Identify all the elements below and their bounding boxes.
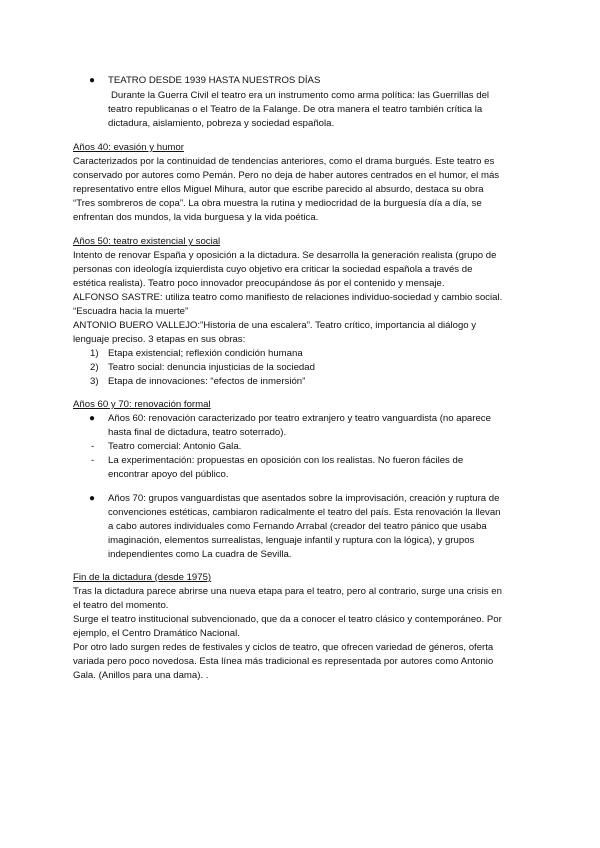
paragraph-line: representativo entre ellos Miguel Mihura, autor que escribe parecido al absurdo, destaca su obra: [73, 184, 484, 195]
list-item: encontrar apoyo del público.: [108, 469, 229, 480]
paragraph-line: conservado por autores como Pemán. Pero no deja de haber autores centrados en el humor, el más: [73, 170, 500, 181]
section-heading-50s: Años 50: teatro existencial y social: [73, 236, 221, 247]
list-item: Años 60: renovación caracterizado por teatro extranjero y teatro vanguardista (no aparece: [108, 413, 491, 424]
dash-marker: -: [91, 455, 95, 466]
paragraph-line: personas con ideología izquierdista cuyo objetivo era criticar la sociedad española a través de: [73, 264, 473, 275]
bullet-icon: ●: [89, 493, 96, 504]
paragraph-line: “Escuadra hacia la muerte”: [73, 306, 189, 317]
paragraph-line: Surge el teatro institucional subvencionado, que da a conocer el teatro clásico y contemporáneo. Por: [73, 614, 502, 625]
list-item: a cabo autores individuales como Fernando Arrabal (creador del teatro pánico que usaba: [108, 521, 487, 532]
paragraph-line: el teatro del momento.: [73, 600, 169, 611]
paragraph-line: ALFONSO SASTRE: utiliza teatro como manifiesto de relaciones individuo-sociedad y cambio social.: [73, 292, 503, 303]
bullet-icon: ●: [89, 75, 96, 86]
list-item: Etapa de innovaciones: “efectos de inmersión”: [108, 376, 306, 387]
paragraph-line: Intento de renovar España y oposición a la dictadura. Se desarrolla la generación realista (grupo de: [73, 250, 497, 261]
paragraph-line: estética realista). Teatro poco innovador preocupándose ás por el contenido y mensaje.: [73, 278, 445, 289]
document-title: TEATRO DESDE 1939 HASTA NUESTROS DÍAS: [108, 75, 321, 86]
list-item: Teatro social: denuncia injusticias de la sociedad: [108, 362, 315, 373]
paragraph-line: lenguaje preciso. 3 etapas en sus obras:: [73, 334, 246, 345]
list-item: convenciones estéticas, cambiaron radicalmente el teatro del país. Esta renovación la llevan: [108, 507, 501, 518]
paragraph-line: enfrentan dos mundos, la vida burguesa y la vida poética.: [73, 212, 319, 223]
paragraph-line: ANTONIO BUERO VALLEJO:”Historia de una escalera”. Teatro crítico, importancia al diálogo y: [73, 320, 477, 331]
list-number: 1): [90, 348, 99, 359]
paragraph-line: ejemplo, el Centro Dramático Nacional.: [73, 628, 240, 639]
paragraph-line: Caracterizados por la continuidad de tendencias anteriores, como el drama burgués. Este teatro es: [73, 156, 495, 167]
list-item: independientes como La cuadra de Sevilla.: [108, 549, 292, 560]
list-number: 2): [90, 362, 99, 373]
section-heading-fin: Fin de la dictadura (desde 1975): [73, 572, 212, 583]
list-number: 3): [90, 376, 99, 387]
paragraph-line: Por otro lado surgen redes de festivales y ciclos de teatro, que ofrecen variedad de géneros, oferta: [73, 642, 494, 653]
paragraph-line: Tras la dictadura parece abrirse una nueva etapa para el teatro, pero al contrario, surge una crisis en: [73, 586, 502, 597]
intro-line: teatro republicanas o el Teatro de la Falange. De otra manera el teatro también crítica la: [108, 104, 483, 115]
section-heading-40s: Años 40: evasión y humor: [73, 142, 184, 153]
list-item: La experimentación: propuestas en oposición con los realistas. No fueron fáciles de: [108, 455, 464, 466]
list-item: Teatro comercial: Antonio Gala.: [108, 441, 242, 452]
intro-line: Durante la Guerra Civil el teatro era un instrumento como arma política: las Guerrillas del: [111, 90, 490, 101]
list-item: Años 70: grupos vanguardistas que asentados sobre la improvisación, creación y ruptura de: [108, 493, 500, 504]
list-item: hasta final de dictadura, teatro soterrado).: [108, 427, 287, 438]
bullet-icon: ●: [89, 413, 96, 424]
dash-marker: -: [91, 441, 95, 452]
section-heading-60s-70s: Años 60 y 70: renovación formal: [73, 399, 211, 410]
list-item: Etapa existencial; reflexión condición humana: [108, 348, 303, 359]
paragraph-line: “Tres sombreros de copa”. La obra muestra la rutina y mediocridad de la burguesía día a día, se: [73, 198, 482, 209]
paragraph-line: Gala. (Anillos para una dama). .: [73, 670, 209, 681]
paragraph-line: variada pero poco novedosa. Esta línea más tradicional es representada por autores como Antonio: [73, 656, 494, 667]
intro-line: dictadura, aislamiento, pobreza y sociedad española.: [108, 118, 335, 129]
list-item: imaginación, elementos surrealistas, lenguaje infantil y ruptura con la lógica), y grupos: [108, 535, 475, 546]
